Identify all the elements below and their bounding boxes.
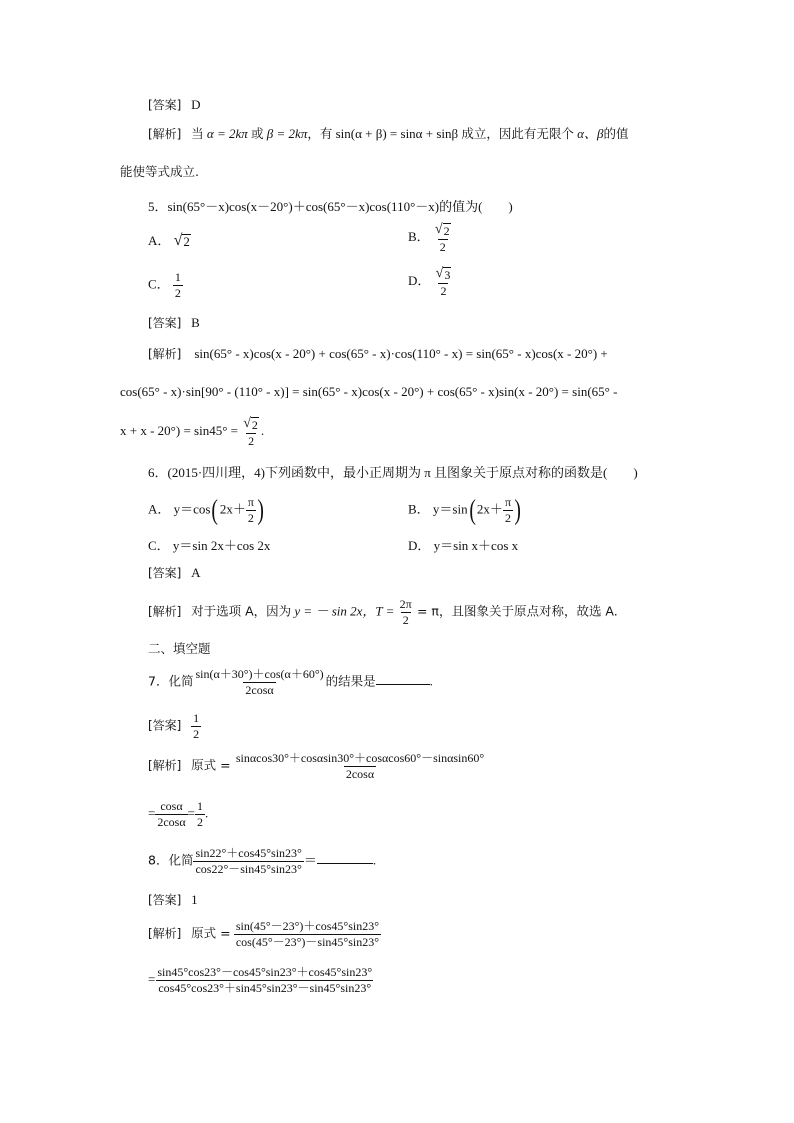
math-expr: y＝sin x＋cos x xyxy=(433,538,519,553)
option-c xyxy=(148,271,183,300)
option-a: A． y＝cos(2x＋ $\frac{\pi}{2}$ ) xyxy=(148,494,264,526)
math-expr: sin(65° - x)cos(x - 20°) + cos(65° - x)·cos(110° - x) = sin(65° - x)cos(x - 20°) + xyxy=(194,346,608,361)
option-b xyxy=(408,222,453,254)
numerator: π xyxy=(504,495,511,509)
denominator: 2cosα xyxy=(157,815,186,829)
option-label: C． xyxy=(148,276,170,292)
punctuation: . xyxy=(204,805,209,821)
numerator: 1 xyxy=(174,270,181,284)
explanation-text: 原式 = xyxy=(191,925,231,941)
punctuation: . xyxy=(372,852,377,868)
question-5-stem: 5．sin(65°－x)cos(x－20°)＋cos(65°－x)cos(110°－x)的值为( ) xyxy=(148,199,513,214)
equals: = xyxy=(187,805,195,821)
answer-value: 1 xyxy=(191,892,198,907)
question-label: 7．化简 xyxy=(148,673,194,689)
math-expr: 2x＋ xyxy=(476,501,503,517)
fraction xyxy=(246,496,256,525)
explanation-tag: [解析] xyxy=(148,347,182,361)
numerator: cosα xyxy=(160,799,183,813)
question-text: 的结果是 xyxy=(325,673,376,689)
answer-4 xyxy=(148,97,201,113)
explanation-5-line-1 xyxy=(148,346,608,362)
answer-tag: [答案] xyxy=(148,98,182,112)
math-expr: y＝sin 2x＋cos 2x xyxy=(172,538,271,553)
explanation-5-line-3 xyxy=(120,416,264,448)
denominator: 2 xyxy=(439,240,446,254)
sqrt-expr: √ 2 xyxy=(173,232,190,249)
numerator: sin(α＋30°)＋cos(α＋60°) xyxy=(195,667,324,681)
math-expr: β = 2kπ xyxy=(266,126,308,141)
explanation-8-step xyxy=(148,966,374,995)
denominator: 2 xyxy=(196,815,203,829)
answer-6 xyxy=(148,565,201,581)
explanation-tag: [解析] xyxy=(148,127,182,141)
radicand: 2 xyxy=(443,224,450,238)
fraction xyxy=(398,598,414,627)
equals: = xyxy=(148,805,156,821)
explanation-text: 的值 xyxy=(603,126,629,141)
equals: ＝ xyxy=(303,852,317,868)
numerator: 1 xyxy=(196,799,203,813)
explanation-text: 能使等式成立. xyxy=(120,164,199,179)
fraction xyxy=(155,800,187,829)
explanation-tag: [解析] xyxy=(148,758,182,773)
denominator: 2 xyxy=(402,613,409,627)
option-label: A． xyxy=(148,233,171,248)
denominator: 2cosα xyxy=(345,767,375,781)
radicand: 2 xyxy=(183,234,190,249)
option-d xyxy=(408,538,518,554)
answer-value: D xyxy=(191,97,201,112)
denominator: cos(45°－23°)－sin45°sin23° xyxy=(235,935,380,949)
numerator: sin(45°－23°)＋cos45°sin23° xyxy=(235,919,380,933)
equals: = xyxy=(148,971,156,987)
answer-tag: [答案] xyxy=(148,718,182,733)
section-heading: 二、填空题 xyxy=(148,641,211,656)
explanation-text: 对于选项 A，因为 xyxy=(191,603,292,619)
denominator: 2 xyxy=(174,286,181,300)
answer-tag: [答案] xyxy=(148,566,182,580)
answer-7 xyxy=(148,712,201,741)
explanation-6 xyxy=(148,598,618,627)
explanation-text: 或 xyxy=(251,126,264,141)
option-a xyxy=(148,233,191,249)
fraction xyxy=(193,847,303,876)
fraction: √ 2 2 xyxy=(243,416,258,448)
fraction xyxy=(155,966,374,995)
answer-blank xyxy=(376,684,430,685)
explanation-text: = π，且图象关于原点对称，故选 A. xyxy=(416,603,618,619)
option-label: C． xyxy=(148,538,170,553)
explanation-4 xyxy=(148,126,628,142)
denominator: cos22°－sin45°sin23° xyxy=(195,862,302,876)
fraction xyxy=(191,712,201,741)
denominator: 2 xyxy=(248,434,255,448)
math-expr: α、β xyxy=(577,126,604,141)
math-expr: y＝sin xyxy=(432,501,468,517)
punctuation: . xyxy=(260,422,265,438)
answer-5 xyxy=(148,315,200,331)
option-label: D． xyxy=(408,538,431,553)
math-expr: x + x - 20°) = sin45° = xyxy=(120,422,238,438)
explanation-text: 当 xyxy=(191,126,204,141)
numerator: 1 xyxy=(193,711,200,725)
question-label: 8．化简 xyxy=(148,852,194,868)
explanation-8 xyxy=(148,920,381,949)
math-expr: y＝cos xyxy=(173,501,211,517)
fraction: √ 2 2 xyxy=(434,222,450,254)
question-8 xyxy=(148,847,376,876)
radicand: 2 xyxy=(251,418,258,432)
numerator: π xyxy=(247,495,254,509)
fraction xyxy=(234,752,486,781)
explanation-5-line-2: cos(65° - x)·sin[90° - (110° - x)] = sin(65° - x)cos(x - 20°) + cos(65° - x)sin(x - 20°) = sin(65° - xyxy=(120,384,618,399)
answer-value: A xyxy=(191,565,201,580)
numerator: sin22°＋cos45°sin23° xyxy=(195,846,302,860)
answer-blank xyxy=(317,863,373,864)
option-c xyxy=(148,538,270,554)
explanation-tag: [解析] xyxy=(148,926,182,941)
option-label: D． xyxy=(408,272,431,288)
option-b: B． y＝sin(2x＋ $\frac{\pi}{2}$ ) xyxy=(408,494,521,526)
denominator: 2 xyxy=(440,284,447,298)
fraction xyxy=(503,496,513,525)
explanation-7-step xyxy=(148,800,208,829)
numerator: 2π xyxy=(399,597,412,611)
explanation-text: ，有 xyxy=(307,126,333,141)
math-expr: 2x＋ xyxy=(219,501,246,517)
answer-value: B xyxy=(191,315,200,330)
explanation-text: 原式 = xyxy=(191,757,231,773)
math-expr: sin(α + β) = sinα + sinβ xyxy=(335,126,459,141)
fraction xyxy=(195,800,205,829)
punctuation: . xyxy=(429,673,433,689)
answer-tag: [答案] xyxy=(148,316,182,330)
numerator: sin45°cos23°－cos45°sin23°＋cos45°sin23° xyxy=(157,965,373,979)
question-6-stem: 6．(2015·四川理，4)下列函数中，最小正周期为 π 且图象关于原点对称的函数是( ) xyxy=(148,465,638,480)
option-label: A． xyxy=(148,501,171,517)
radicand: 3 xyxy=(444,268,451,282)
fraction xyxy=(173,271,183,300)
answer-tag: [答案] xyxy=(148,893,182,907)
option-d xyxy=(408,266,453,298)
answer-8 xyxy=(148,892,198,908)
denominator: 2 xyxy=(193,727,200,741)
fraction xyxy=(193,668,325,697)
fraction xyxy=(234,920,381,949)
explanation-tag: [解析] xyxy=(148,604,182,619)
option-label: B． xyxy=(408,501,430,517)
math-expr: α = 2kπ xyxy=(206,126,248,141)
denominator: 2 xyxy=(504,511,511,525)
numerator: sinαcos30°＋cosαsin30°＋cosαcos60°－sinαsin60° xyxy=(235,751,485,765)
question-7 xyxy=(148,668,433,697)
denominator: cos45°cos23°＋sin45°sin23°－sin45°sin23° xyxy=(158,981,372,995)
option-label: B． xyxy=(408,228,430,244)
explanation-text: 成立，因此有无限个 xyxy=(461,126,574,141)
fraction: √ 3 2 xyxy=(435,266,451,298)
math-expr: y = － sin 2x，T = xyxy=(294,603,395,619)
explanation-7 xyxy=(148,752,486,781)
denominator: 2 xyxy=(247,511,254,525)
denominator: 2cosα xyxy=(245,683,274,697)
